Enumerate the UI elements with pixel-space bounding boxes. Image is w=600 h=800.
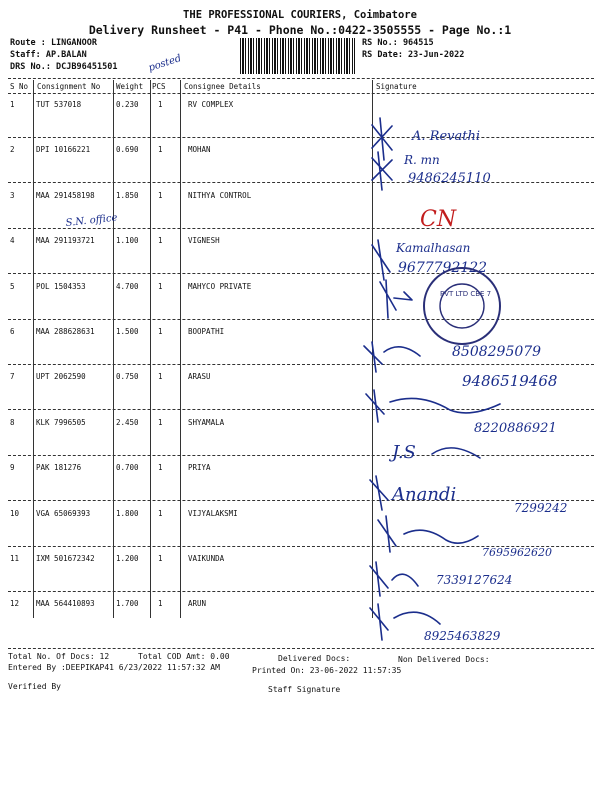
rs-date: RS Date: 23-Jun-2022 bbox=[362, 50, 465, 60]
table-top-rule bbox=[8, 78, 594, 79]
cell-pcs: 1 bbox=[158, 100, 163, 109]
col-consignee: Consignee Details bbox=[184, 82, 261, 91]
cell-consignee: VIJYALAKSMI bbox=[188, 509, 238, 518]
cell-pcs: 1 bbox=[158, 463, 163, 472]
cell-weight: 1.800 bbox=[116, 509, 139, 518]
col-divider bbox=[372, 80, 373, 618]
row-separator bbox=[8, 546, 594, 547]
cell-weight: 0.230 bbox=[116, 100, 139, 109]
col-weight: Weight bbox=[116, 82, 144, 91]
signature-text: 7695962620 bbox=[482, 546, 552, 559]
signature-text: 9486519468 bbox=[462, 372, 558, 390]
cell-cno: MAA 564410893 bbox=[36, 599, 95, 608]
row-separator bbox=[8, 137, 594, 138]
signature-mark bbox=[372, 118, 392, 160]
row-separator bbox=[8, 228, 594, 229]
cell-weight: 0.690 bbox=[116, 145, 139, 154]
cell-cno: MAA 291458198 bbox=[36, 191, 95, 200]
col-pcs: PCS bbox=[152, 82, 166, 91]
staff-label: Staff: AP.BALAN bbox=[10, 50, 87, 60]
signature-text: 8925463829 bbox=[424, 629, 501, 643]
non-delivered-docs: Non Delivered Docs: bbox=[398, 655, 490, 664]
cell-weight: 1.700 bbox=[116, 599, 139, 608]
col-divider bbox=[33, 80, 34, 618]
cell-pcs: 1 bbox=[158, 145, 163, 154]
cell-weight: 1.500 bbox=[116, 327, 139, 336]
cell-sno: 9 bbox=[10, 463, 15, 472]
cell-weight: 1.850 bbox=[116, 191, 139, 200]
cell-consignee: RV COMPLEX bbox=[188, 100, 234, 109]
cell-consignee: ARASU bbox=[188, 372, 211, 381]
cell-pcs: 1 bbox=[158, 236, 163, 245]
signature-text: CN bbox=[420, 207, 457, 232]
row-separator bbox=[8, 455, 594, 456]
cell-cno: IXM 501672342 bbox=[36, 554, 95, 563]
stamp-text: PVT LTD CBE 7 bbox=[440, 290, 492, 298]
cell-pcs: 1 bbox=[158, 372, 163, 381]
total-docs: Total No. Of Docs: 12 bbox=[8, 652, 110, 661]
cell-consignee: VAIKUNDA bbox=[188, 554, 225, 563]
cell-cno: DPI 10166221 bbox=[36, 145, 91, 154]
cell-cno: PAK 181276 bbox=[36, 463, 82, 472]
cell-pcs: 1 bbox=[158, 282, 163, 291]
row-separator bbox=[8, 364, 594, 365]
cell-cno: TUT 537018 bbox=[36, 100, 82, 109]
row-separator bbox=[8, 500, 594, 501]
signature-text: 7339127624 bbox=[436, 573, 513, 587]
total-cod: Total COD Amt: 0.00 bbox=[138, 652, 230, 661]
signature-text: Kamalhasan bbox=[396, 241, 471, 255]
row-separator bbox=[8, 591, 594, 592]
barcode bbox=[240, 38, 355, 74]
signature-text: 9486245110 bbox=[408, 171, 491, 186]
delivered-docs: Delivered Docs: bbox=[278, 654, 351, 663]
cell-sno: 4 bbox=[10, 236, 15, 245]
verified-by: Verified By bbox=[8, 682, 61, 691]
drs-label: DRS No.: DCJB96451501 bbox=[10, 62, 118, 72]
signature-mark bbox=[366, 390, 500, 422]
col-signature: Signature bbox=[376, 82, 417, 91]
cell-cno: KLK 7996505 bbox=[36, 418, 86, 427]
signature-text: 9677792122 bbox=[398, 260, 488, 276]
cell-sno: 3 bbox=[10, 191, 15, 200]
cell-consignee: PRIYA bbox=[188, 463, 211, 472]
cell-sno: 2 bbox=[10, 145, 15, 154]
signature-text: A. Revathi bbox=[412, 129, 480, 144]
cell-consignee: BOOPATHI bbox=[188, 327, 225, 336]
col-divider bbox=[180, 80, 181, 618]
cell-cno: MAA 291193721 bbox=[36, 236, 95, 245]
cell-weight: 0.750 bbox=[116, 372, 139, 381]
signature-mark bbox=[380, 280, 412, 318]
runsheet-title: Delivery Runsheet - P41 - Phone No.:0422-3505555 - Page No.:1 bbox=[88, 23, 512, 37]
cell-sno: 5 bbox=[10, 282, 15, 291]
signature-mark bbox=[432, 448, 480, 458]
handwritten-note: posted bbox=[147, 53, 183, 74]
signature-mark bbox=[372, 152, 392, 190]
printed-on: Printed On: 23-06-2022 11:57:35 bbox=[252, 666, 402, 675]
signature-mark bbox=[372, 240, 390, 280]
signature-text: 7299242 bbox=[514, 501, 568, 515]
signature-text: 8220886921 bbox=[474, 421, 557, 436]
col-consignment: Consignment No bbox=[37, 82, 101, 91]
signature-text: 8508295079 bbox=[452, 344, 542, 360]
cell-pcs: 1 bbox=[158, 554, 163, 563]
cell-weight: 4.700 bbox=[116, 282, 139, 291]
company-title: THE PROFESSIONAL COURIERS, Coimbatore bbox=[183, 9, 417, 21]
cell-weight: 1.200 bbox=[116, 554, 139, 563]
company-stamp-inner bbox=[440, 284, 484, 328]
cell-pcs: 1 bbox=[158, 509, 163, 518]
signature-text: J.S bbox=[392, 442, 416, 463]
signature-note: S.N. office bbox=[65, 212, 118, 229]
entered-by: Entered By :DEEPIKAP41 6/23/2022 11:57:32 AM bbox=[8, 663, 220, 672]
cell-sno: 1 bbox=[10, 100, 15, 109]
col-divider bbox=[113, 80, 114, 618]
cell-sno: 7 bbox=[10, 372, 15, 381]
cell-consignee: ARUN bbox=[188, 599, 207, 608]
cell-consignee: MAHYCO PRIVATE bbox=[188, 282, 252, 291]
cell-consignee: MOHAN bbox=[188, 145, 211, 154]
cell-pcs: 1 bbox=[158, 599, 163, 608]
table-header-rule bbox=[8, 93, 594, 94]
row-separator bbox=[8, 273, 594, 274]
cell-consignee: SHYAMALA bbox=[188, 418, 225, 427]
col-divider bbox=[150, 80, 151, 618]
footer-rule bbox=[8, 648, 594, 649]
cell-cno: MAA 288628631 bbox=[36, 327, 95, 336]
cell-pcs: 1 bbox=[158, 191, 163, 200]
cell-pcs: 1 bbox=[158, 418, 163, 427]
cell-pcs: 1 bbox=[158, 327, 163, 336]
cell-cno: UPT 2062590 bbox=[36, 372, 86, 381]
cell-weight: 0.700 bbox=[116, 463, 139, 472]
row-separator bbox=[8, 319, 594, 320]
row-separator bbox=[8, 182, 594, 183]
cell-weight: 1.100 bbox=[116, 236, 139, 245]
cell-sno: 8 bbox=[10, 418, 15, 427]
signature-text: Anandi bbox=[392, 484, 457, 505]
signature-mark bbox=[370, 604, 440, 640]
cell-sno: 12 bbox=[10, 599, 20, 608]
row-separator bbox=[8, 409, 594, 410]
cell-sno: 10 bbox=[10, 509, 20, 518]
cell-consignee: NITHYA CONTROL bbox=[188, 191, 252, 200]
cell-weight: 2.450 bbox=[116, 418, 139, 427]
staff-signature: Staff Signature bbox=[268, 685, 341, 694]
cell-cno: VGA 65069393 bbox=[36, 509, 91, 518]
signature-text: R. mn bbox=[404, 153, 440, 167]
cell-consignee: VIGNESH bbox=[188, 236, 220, 245]
cell-sno: 6 bbox=[10, 327, 15, 336]
col-sno: S No bbox=[10, 82, 29, 91]
cell-cno: POL 1504353 bbox=[36, 282, 86, 291]
rs-number: RS No.: 964515 bbox=[362, 38, 434, 48]
company-stamp bbox=[424, 268, 500, 344]
route-label: Route : LINGANOOR bbox=[10, 38, 97, 48]
cell-sno: 11 bbox=[10, 554, 20, 563]
